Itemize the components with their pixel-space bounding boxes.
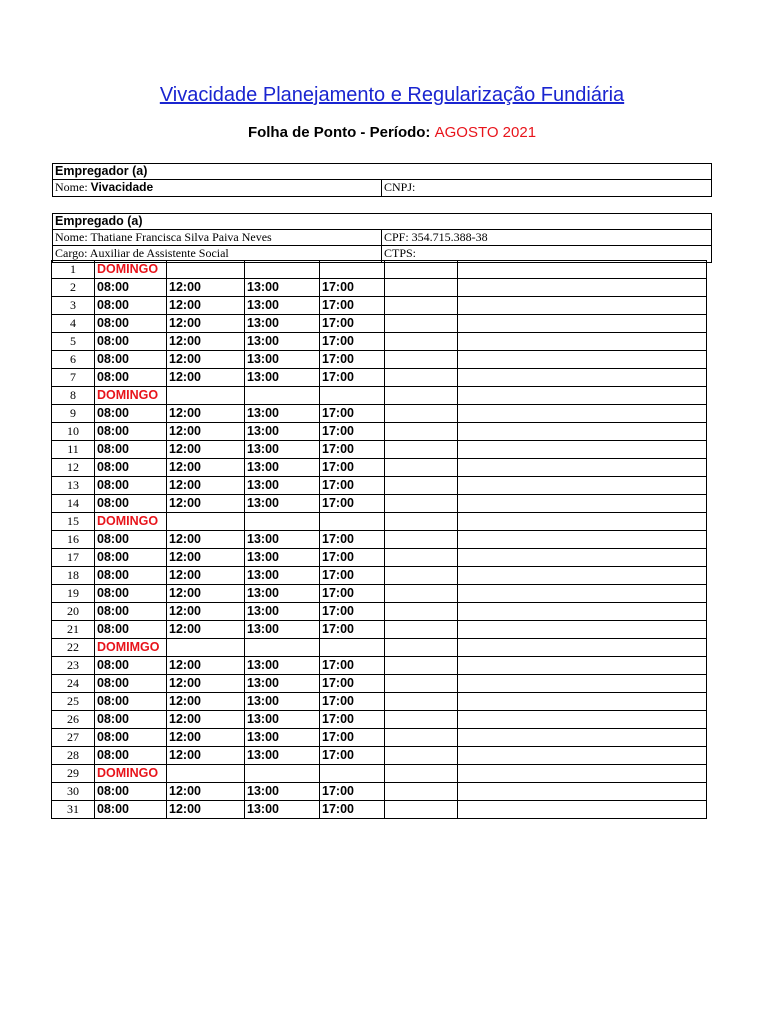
lunch-in-cell: 13:00 [245,315,320,333]
extra-cell [385,783,458,801]
entry-time-cell: 08:00 [95,531,167,549]
entry-time-cell: 08:00 [95,351,167,369]
table-row [52,585,707,603]
table-row [52,315,707,333]
lunch-out-cell [167,639,245,657]
lunch-out-cell: 12:00 [167,567,245,585]
signature-cell [458,783,707,801]
lunch-out-cell: 12:00 [167,369,245,387]
signature-cell [458,513,707,531]
signature-cell [458,423,707,441]
entry-time-cell: 08:00 [95,783,167,801]
table-row [52,513,707,531]
extra-cell [385,567,458,585]
signature-cell [458,495,707,513]
entry-time-cell: 08:00 [95,477,167,495]
extra-cell [385,675,458,693]
lunch-out-cell [167,261,245,279]
day-number-cell: 24 [52,675,95,693]
entry-time-cell: 08:00 [95,747,167,765]
table-row [52,783,707,801]
table-row [52,423,707,441]
table-row [52,765,707,783]
exit-time-cell: 17:00 [320,783,385,801]
table-row [52,279,707,297]
extra-cell [385,657,458,675]
extra-cell [385,747,458,765]
table-row [52,549,707,567]
table-row [52,387,707,405]
entry-time-cell: 08:00 [95,279,167,297]
lunch-out-cell [167,765,245,783]
exit-time-cell: 17:00 [320,531,385,549]
sunday-label-cell: DOMINGO [95,387,167,405]
lunch-out-cell: 12:00 [167,747,245,765]
exit-time-cell: 17:00 [320,603,385,621]
day-number-cell: 22 [52,639,95,657]
day-number-cell: 21 [52,621,95,639]
extra-cell [385,441,458,459]
exit-time-cell: 17:00 [320,495,385,513]
lunch-in-cell: 13:00 [245,423,320,441]
signature-cell [458,657,707,675]
day-number-cell: 3 [52,297,95,315]
extra-cell [385,801,458,819]
day-number-cell: 28 [52,747,95,765]
signature-cell [458,441,707,459]
signature-cell [458,261,707,279]
lunch-out-cell: 12:00 [167,801,245,819]
lunch-out-cell: 12:00 [167,549,245,567]
day-number-cell: 7 [52,369,95,387]
day-number-cell: 1 [52,261,95,279]
signature-cell [458,711,707,729]
exit-time-cell [320,513,385,531]
employer-heading: Empregador (a) [55,164,148,178]
table-row [52,441,707,459]
lunch-in-cell: 13:00 [245,333,320,351]
day-number-cell: 15 [52,513,95,531]
day-number-cell: 16 [52,531,95,549]
sunday-label-cell: DOMIMGO [95,639,167,657]
employer-cnpj: CNPJ: [381,180,711,196]
exit-time-cell: 17:00 [320,657,385,675]
extra-cell [385,729,458,747]
table-row [52,801,707,819]
employer-name-cell [53,180,381,196]
entry-time-cell: 08:00 [95,585,167,603]
table-row [52,567,707,585]
day-number-cell: 23 [52,657,95,675]
table-row [52,459,707,477]
entry-time-cell: 08:00 [95,333,167,351]
day-number-cell: 30 [52,783,95,801]
day-number-cell: 19 [52,585,95,603]
signature-cell [458,603,707,621]
signature-cell [458,621,707,639]
exit-time-cell: 17:00 [320,405,385,423]
day-number-cell: 29 [52,765,95,783]
lunch-in-cell: 13:00 [245,729,320,747]
extra-cell [385,261,458,279]
extra-cell [385,351,458,369]
table-row [52,351,707,369]
entry-time-cell: 08:00 [95,603,167,621]
employee-name: Nome: Thatiane Francisca Silva Paiva Neves [55,230,272,244]
extra-cell [385,315,458,333]
extra-cell [385,459,458,477]
lunch-out-cell [167,513,245,531]
table-row [52,477,707,495]
entry-time-cell: 08:00 [95,369,167,387]
table-row [52,261,707,279]
day-number-cell: 25 [52,693,95,711]
lunch-in-cell [245,513,320,531]
signature-cell [458,459,707,477]
lunch-in-cell: 13:00 [245,585,320,603]
exit-time-cell [320,765,385,783]
exit-time-cell: 17:00 [320,801,385,819]
signature-cell [458,387,707,405]
extra-cell [385,549,458,567]
lunch-out-cell: 12:00 [167,585,245,603]
employee-role: Cargo: Auxiliar de Assistente Social [55,246,229,260]
lunch-in-cell: 13:00 [245,405,320,423]
exit-time-cell: 17:00 [320,621,385,639]
exit-time-cell: 17:00 [320,441,385,459]
table-row [52,639,707,657]
day-number-cell: 18 [52,567,95,585]
exit-time-cell: 17:00 [320,567,385,585]
sunday-label-cell: DOMINGO [95,513,167,531]
lunch-out-cell: 12:00 [167,495,245,513]
entry-time-cell: 08:00 [95,441,167,459]
signature-cell [458,279,707,297]
exit-time-cell: 17:00 [320,333,385,351]
day-number-cell: 11 [52,441,95,459]
signature-cell [458,297,707,315]
signature-cell [458,567,707,585]
day-number-cell: 6 [52,351,95,369]
lunch-in-cell [245,387,320,405]
signature-cell [458,369,707,387]
lunch-out-cell: 12:00 [167,675,245,693]
lunch-in-cell [245,765,320,783]
lunch-out-cell: 12:00 [167,297,245,315]
entry-time-cell: 08:00 [95,693,167,711]
entry-time-cell: 08:00 [95,495,167,513]
employer-name-label: Nome: [55,180,88,194]
exit-time-cell: 17:00 [320,297,385,315]
signature-cell [458,549,707,567]
day-number-cell: 20 [52,603,95,621]
lunch-out-cell: 12:00 [167,603,245,621]
day-number-cell: 14 [52,495,95,513]
entry-time-cell: 08:00 [95,621,167,639]
sunday-label-cell: DOMINGO [95,765,167,783]
day-number-cell: 4 [52,315,95,333]
extra-cell [385,513,458,531]
lunch-out-cell: 12:00 [167,657,245,675]
signature-cell [458,405,707,423]
lunch-in-cell: 13:00 [245,297,320,315]
entry-time-cell: 08:00 [95,459,167,477]
signature-cell [458,801,707,819]
day-number-cell: 26 [52,711,95,729]
table-row [52,369,707,387]
entry-time-cell: 08:00 [95,405,167,423]
extra-cell [385,297,458,315]
extra-cell [385,603,458,621]
table-row [52,333,707,351]
exit-time-cell: 17:00 [320,693,385,711]
entry-time-cell: 08:00 [95,729,167,747]
table-row [52,621,707,639]
day-number-cell: 12 [52,459,95,477]
extra-cell [385,423,458,441]
exit-time-cell [320,387,385,405]
extra-cell [385,405,458,423]
lunch-out-cell: 12:00 [167,279,245,297]
extra-cell [385,639,458,657]
lunch-in-cell: 13:00 [245,603,320,621]
day-number-cell: 13 [52,477,95,495]
lunch-out-cell: 12:00 [167,477,245,495]
entry-time-cell: 08:00 [95,711,167,729]
lunch-out-cell: 12:00 [167,729,245,747]
exit-time-cell: 17:00 [320,423,385,441]
day-number-cell: 8 [52,387,95,405]
entry-time-cell: 08:00 [95,801,167,819]
lunch-out-cell: 12:00 [167,783,245,801]
entry-time-cell: 08:00 [95,657,167,675]
extra-cell [385,279,458,297]
exit-time-cell: 17:00 [320,585,385,603]
entry-time-cell: 08:00 [95,549,167,567]
entry-time-cell: 08:00 [95,297,167,315]
lunch-in-cell [245,261,320,279]
table-row [52,747,707,765]
lunch-in-cell: 13:00 [245,567,320,585]
lunch-in-cell: 13:00 [245,657,320,675]
exit-time-cell: 17:00 [320,315,385,333]
extra-cell [385,369,458,387]
signature-cell [458,477,707,495]
signature-cell [458,747,707,765]
lunch-out-cell: 12:00 [167,693,245,711]
lunch-out-cell: 12:00 [167,351,245,369]
signature-cell [458,315,707,333]
lunch-in-cell: 13:00 [245,279,320,297]
lunch-in-cell: 13:00 [245,441,320,459]
signature-cell [458,585,707,603]
table-row [52,531,707,549]
exit-time-cell: 17:00 [320,747,385,765]
entry-time-cell: 08:00 [95,423,167,441]
signature-cell [458,531,707,549]
lunch-in-cell: 13:00 [245,801,320,819]
signature-cell [458,693,707,711]
exit-time-cell: 17:00 [320,711,385,729]
extra-cell [385,585,458,603]
lunch-out-cell: 12:00 [167,315,245,333]
exit-time-cell: 17:00 [320,279,385,297]
signature-cell [458,333,707,351]
exit-time-cell: 17:00 [320,549,385,567]
lunch-in-cell [245,639,320,657]
lunch-out-cell: 12:00 [167,333,245,351]
signature-cell [458,639,707,657]
exit-time-cell [320,639,385,657]
lunch-in-cell: 13:00 [245,531,320,549]
signature-cell [458,351,707,369]
extra-cell [385,495,458,513]
exit-time-cell: 17:00 [320,459,385,477]
table-row [52,729,707,747]
lunch-out-cell: 12:00 [167,405,245,423]
lunch-in-cell: 13:00 [245,369,320,387]
employer-name-value: Vivacidade [90,180,154,194]
lunch-out-cell: 12:00 [167,423,245,441]
lunch-out-cell [167,387,245,405]
lunch-out-cell: 12:00 [167,441,245,459]
lunch-in-cell: 13:00 [245,477,320,495]
lunch-in-cell: 13:00 [245,621,320,639]
exit-time-cell: 17:00 [320,477,385,495]
extra-cell [385,693,458,711]
extra-cell [385,477,458,495]
table-row [52,405,707,423]
lunch-in-cell: 13:00 [245,675,320,693]
extra-cell [385,765,458,783]
exit-time-cell: 17:00 [320,729,385,747]
exit-time-cell: 17:00 [320,675,385,693]
lunch-in-cell: 13:00 [245,693,320,711]
entry-time-cell: 08:00 [95,675,167,693]
lunch-in-cell: 13:00 [245,459,320,477]
table-row [52,495,707,513]
extra-cell [385,711,458,729]
signature-cell [458,729,707,747]
lunch-in-cell: 13:00 [245,747,320,765]
employee-box [52,213,712,263]
lunch-out-cell: 12:00 [167,621,245,639]
entry-time-cell: 08:00 [95,315,167,333]
day-number-cell: 5 [52,333,95,351]
lunch-in-cell: 13:00 [245,495,320,513]
table-row [52,603,707,621]
period-label: Folha de Ponto - Período: [247,124,431,141]
day-number-cell: 17 [52,549,95,567]
table-row [52,657,707,675]
sunday-label-cell: DOMINGO [95,261,167,279]
entry-time-cell: 08:00 [95,567,167,585]
lunch-out-cell: 12:00 [167,711,245,729]
extra-cell [385,387,458,405]
timesheet-table [51,260,707,819]
employee-cpf: CPF: 354.715.388-38 [381,230,711,245]
day-number-cell: 31 [52,801,95,819]
employee-heading: Empregado (a) [55,214,143,228]
lunch-in-cell: 13:00 [245,351,320,369]
lunch-in-cell: 13:00 [245,783,320,801]
day-number-cell: 10 [52,423,95,441]
document-subtitle [0,124,768,141]
extra-cell [385,621,458,639]
lunch-in-cell: 13:00 [245,711,320,729]
lunch-in-cell: 13:00 [245,549,320,567]
exit-time-cell: 17:00 [320,369,385,387]
employee-ctps: CTPS: [381,246,711,262]
document-title: Vivacidade Planejamento e Regularização Fundiária [159,84,625,106]
extra-cell [385,531,458,549]
table-row [52,675,707,693]
table-row [52,711,707,729]
extra-cell [385,333,458,351]
day-number-cell: 27 [52,729,95,747]
exit-time-cell [320,261,385,279]
timesheet-body [52,261,707,819]
signature-cell [458,765,707,783]
table-row [52,693,707,711]
day-number-cell: 9 [52,405,95,423]
lunch-out-cell: 12:00 [167,531,245,549]
exit-time-cell: 17:00 [320,351,385,369]
day-number-cell: 2 [52,279,95,297]
lunch-out-cell: 12:00 [167,459,245,477]
table-row [52,297,707,315]
signature-cell [458,675,707,693]
period-value: AGOSTO 2021 [434,124,537,141]
employer-box [52,163,712,197]
